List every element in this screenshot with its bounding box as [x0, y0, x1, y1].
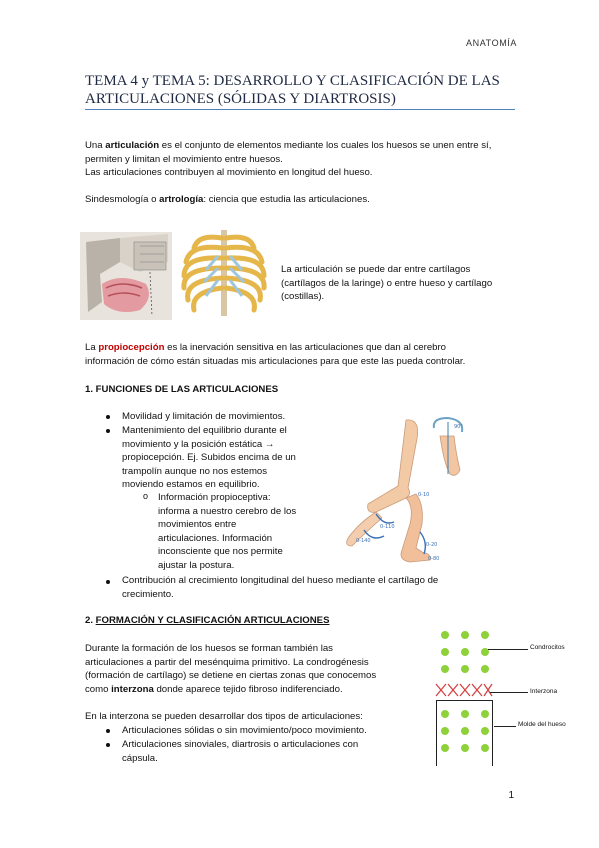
leg-label-f: 0-80 — [428, 556, 440, 562]
term-artrologia: artrología — [159, 194, 204, 205]
header-section-label: ANATOMÍA — [466, 38, 517, 48]
title-divider — [85, 109, 515, 110]
label-interzona: Interzona — [530, 688, 558, 695]
pointer-line — [490, 692, 528, 693]
term-articulacion: articulación — [105, 140, 160, 151]
list-item-solidas: Articulaciones sólidas o sin movimiento/poco movimiento. — [122, 725, 367, 736]
section-2-intro-types: En la interzona se pueden desarrollar dos tipos de articulaciones: — [85, 711, 363, 722]
list-item-sinoviales: Articulaciones sinoviales, diartrosis o articulaciones con cápsula. — [122, 739, 359, 764]
leg-movement-image — [336, 414, 488, 566]
pointer-line — [488, 649, 528, 650]
sub-bullet-circle: o — [143, 491, 149, 501]
larynx-image — [80, 232, 172, 320]
list-item-equilibrio: Mantenimiento del equilibrio durante el movimiento y la posición estática → propiocepción. Ej. Subidos encima de un trampolín aunque no nos estemos moviendo estamos en equilibrio. — [122, 425, 296, 490]
leg-label-b: 0-140 — [356, 538, 371, 544]
label-condrocitos: Condrocitos — [530, 644, 565, 651]
pointer-line — [494, 726, 516, 727]
section-2-paragraph: Durante la formación de los huesos se forman también las articulaciones a partir del mesénquima primitivo. La condrogénesis (formación de cartílago) se detiene en ciertas zonas que conocemos como interzona donde aparece tejido fibroso indiferenciado. — [85, 643, 377, 695]
bullet-dot — [106, 415, 110, 419]
title-line-2: ARTICULACIONES (SÓLIDAS Y DIARTROSIS) — [85, 91, 396, 107]
bullet-dot — [106, 429, 110, 433]
bullet-dot — [106, 580, 110, 584]
leg-label-e: 90° — [454, 424, 463, 430]
title-line-1: TEMA 4 y TEMA 5: DESARROLLO Y CLASIFICACIÓN DE LAS — [85, 73, 500, 89]
section-1-heading: 1. FUNCIONES DE LAS ARTICULACIONES — [85, 384, 279, 395]
interzone-diagram — [430, 624, 580, 768]
term-propiocepcion: propiocepción — [98, 342, 165, 353]
list-item-movilidad: Movilidad y limitación de movimientos. — [122, 411, 286, 422]
leg-label-d: 0-20 — [426, 542, 438, 548]
propiocepcion-paragraph: La propiocepción es la inervación sensitiva en las articulaciones que dan al cerebro información de cómo están situadas mis articulaciones para que este las pueda controlar. — [85, 342, 466, 367]
sub-list-item-propioceptiva: Información propioceptiva: informa a nuestro cerebro de los movimientos entre articulaciones. Información inconsciente que nos permite ajustar la postura. — [158, 492, 297, 571]
label-molde-hueso: Molde del hueso — [518, 721, 566, 728]
bullet-dot — [106, 743, 110, 747]
intro-paragraph: Una articulación es el conjunto de elementos mediante los cuales los huesos se unen entre sí, permiten y limitan el movimiento entre huesos. Las articulaciones contribuyen al movimiento en longitud del hueso. — [85, 140, 492, 178]
term-interzona: interzona — [111, 683, 154, 695]
page-title — [85, 72, 515, 108]
ribcage-image — [176, 226, 272, 322]
list-item-crecimiento: Contribución al crecimiento longitudinal del hueso mediante el cartílago de crecimiento. — [122, 575, 439, 600]
page-number: 1 — [508, 790, 514, 801]
section-2-heading: 2. FORMACIÓN Y CLASIFICACIÓN ARTICULACIONES — [85, 615, 330, 626]
leg-label-a: 0-110 — [380, 524, 395, 530]
figure-caption: La articulación se puede dar entre cartílagos (cartílagos de la laringe) o entre hueso y cartílago (costillas). — [281, 264, 493, 302]
leg-label-c: 0-10 — [418, 492, 430, 498]
interzona-cross-marks — [434, 682, 494, 698]
definition-artrologia: Sindesmología o artrología: ciencia que estudia las articulaciones. — [85, 194, 370, 205]
bullet-dot — [106, 729, 110, 733]
